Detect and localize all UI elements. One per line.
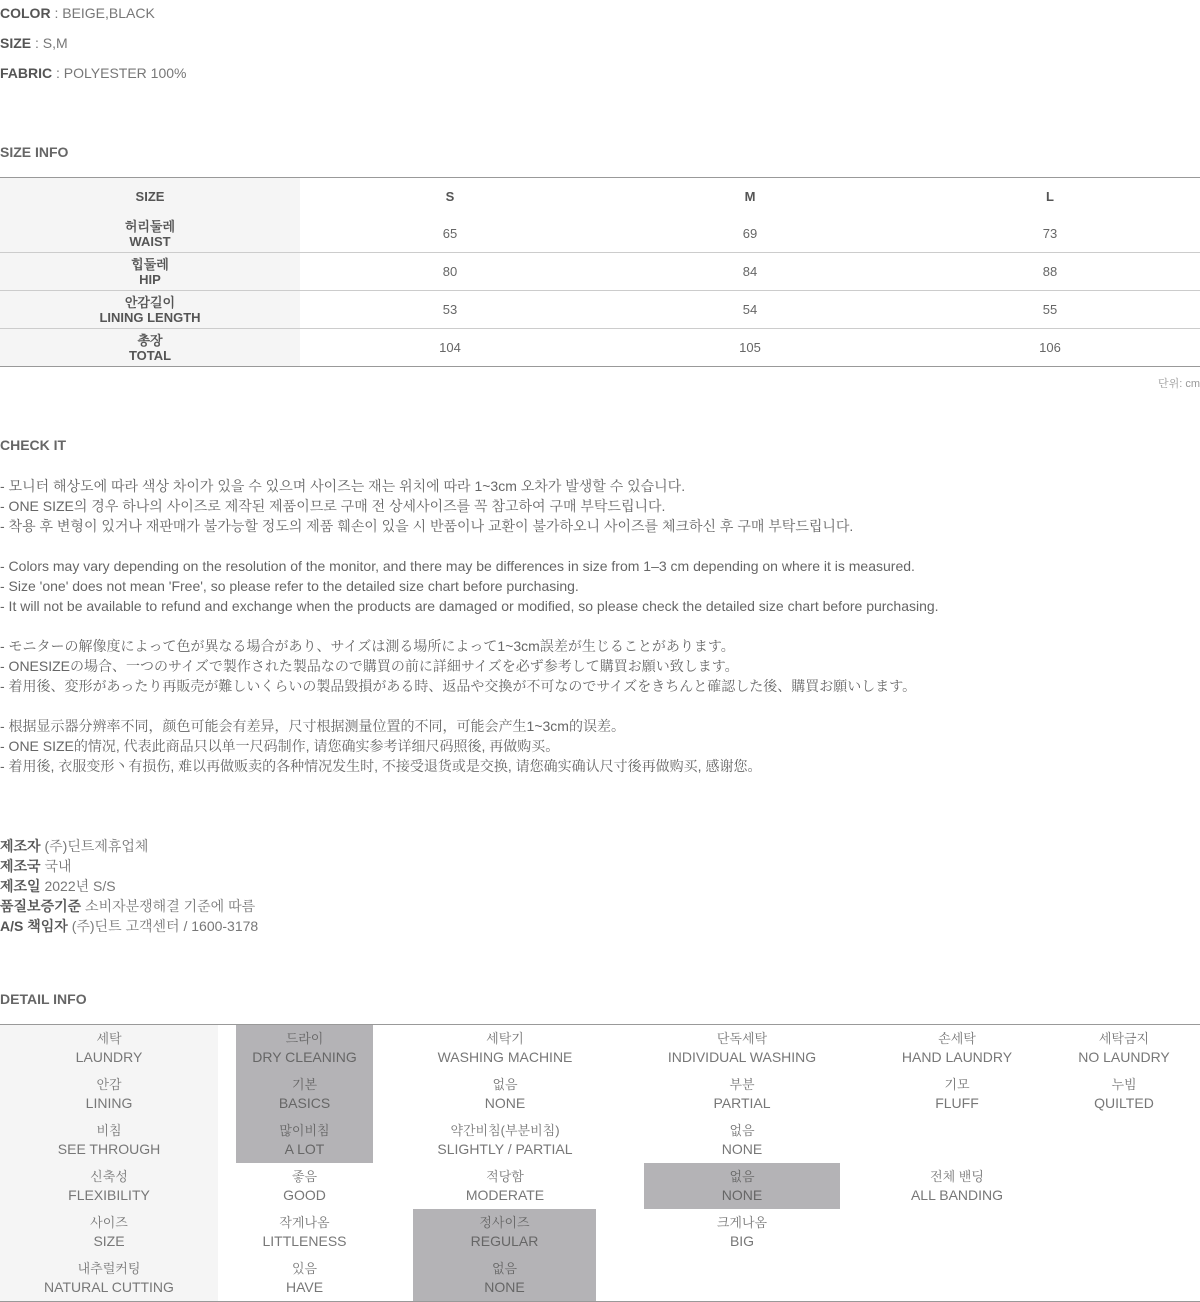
option-ko: 드라이 xyxy=(285,1031,324,1046)
detail-option xyxy=(644,1117,840,1163)
spec-label: SIZE xyxy=(0,35,32,51)
notice-line: - ONE SIZE的情况, 代表此商品只以单一尺码制作, 请您确实参考详细尺码照後, 再做购买。 xyxy=(0,738,560,754)
option-en: NO LAUNDRY xyxy=(1078,1049,1170,1065)
spec-color xyxy=(0,3,155,23)
option-ko: 부분 xyxy=(729,1077,755,1092)
detail-row-head xyxy=(0,1255,218,1301)
maker-value: (주)딘트제휴업체 xyxy=(40,838,149,854)
option-en: ALL BANDING xyxy=(910,1187,1004,1203)
maker-value: (주)딘트 고객센터 / 1600-3178 xyxy=(67,918,259,934)
maker-label: 품질보증기준 xyxy=(0,898,82,914)
option-ko: 없음 xyxy=(492,1077,518,1092)
maker-value: 소비자분쟁해결 기준에 따름 xyxy=(81,898,256,914)
size-value: 106 xyxy=(1039,340,1061,355)
option-en: LITTLENESS xyxy=(262,1233,347,1249)
notice-line: - 着用後、変形があったり再販売が難しいくらいの製品毀損がある時、返品や交換が不可なのでサイズをきちんと確認した後、購買お願いします。 xyxy=(0,678,917,694)
detail-head-en: NATURAL CUTTING xyxy=(44,1279,174,1295)
measure-label-ko: 허리둘레 xyxy=(124,218,176,234)
maker-label: A/S 책임자 xyxy=(0,918,68,934)
option-en: BASICS xyxy=(278,1095,331,1111)
measure-label-en: LINING LENGTH xyxy=(99,309,201,325)
option-ko: 세탁금지 xyxy=(1098,1031,1150,1046)
spec-label: COLOR xyxy=(0,5,51,21)
option-ko: 전체 밴딩 xyxy=(930,1169,984,1184)
detail-option xyxy=(405,1071,605,1117)
unit-note: 단위: cm xyxy=(1157,378,1200,390)
option-en: WASHING MACHINE xyxy=(437,1049,573,1065)
measure-label-ko: 힙둘레 xyxy=(131,256,169,272)
size-value: 84 xyxy=(600,253,900,291)
detail-row-lining xyxy=(0,1071,1200,1117)
measure-label-en: TOTAL xyxy=(128,347,172,363)
detail-option xyxy=(1056,1025,1192,1071)
detail-option xyxy=(218,1255,391,1301)
detail-option xyxy=(644,1025,840,1071)
option-ko: 많이비침 xyxy=(279,1123,330,1138)
spec-size xyxy=(0,33,68,53)
option-en: NONE xyxy=(484,1095,526,1111)
detail-option xyxy=(236,1163,373,1209)
option-ko: 없음 xyxy=(729,1169,755,1184)
size-row-lining-length xyxy=(0,291,1200,329)
option-en: HAND LAUNDRY xyxy=(901,1049,1013,1065)
size-header-row xyxy=(0,178,1200,216)
option-en: NONE xyxy=(721,1187,763,1203)
option-en: HAVE xyxy=(285,1279,324,1295)
measure-label-en: WAIST xyxy=(129,233,171,249)
spec-fabric xyxy=(0,63,186,83)
size-header-cell: S xyxy=(445,189,455,204)
detail-option-selected xyxy=(413,1209,596,1255)
size-value: 105 xyxy=(739,340,761,355)
option-ko: 좋음 xyxy=(291,1169,318,1184)
size-value: 104 xyxy=(439,340,461,355)
check-it-title: CHECK IT xyxy=(0,437,67,453)
detail-row-flexibility xyxy=(0,1163,1200,1209)
detail-head-ko: 사이즈 xyxy=(90,1215,128,1230)
maker-info xyxy=(0,836,258,936)
detail-row-see-through xyxy=(0,1117,1200,1163)
size-header-cell: SIZE xyxy=(0,178,300,216)
spec-value: : POLYESTER 100% xyxy=(52,65,187,81)
spec-value: : BEIGE,BLACK xyxy=(50,5,155,21)
detail-option xyxy=(405,1117,605,1163)
detail-option xyxy=(405,1025,605,1071)
option-en: QUILTED xyxy=(1094,1095,1154,1111)
detail-row-natural-cutting xyxy=(0,1255,1200,1301)
detail-row-head xyxy=(0,1071,218,1117)
detail-row-head xyxy=(0,1025,218,1071)
size-value: 65 xyxy=(300,215,600,253)
detail-row-head xyxy=(0,1163,218,1209)
measure-label xyxy=(0,329,300,367)
size-header-cell: M xyxy=(744,189,756,204)
detail-head-en: LINING xyxy=(85,1095,133,1111)
maker-value: 국내 xyxy=(40,858,72,874)
maker-line xyxy=(0,836,258,856)
size-value: 73 xyxy=(900,215,1200,253)
detail-option xyxy=(644,1071,840,1117)
check-it-notes xyxy=(0,476,1200,776)
size-row-hip xyxy=(0,253,1200,291)
option-ko: 누빔 xyxy=(1111,1077,1137,1092)
option-en: REGULAR xyxy=(470,1233,539,1249)
spec-label: FABRIC xyxy=(0,65,53,81)
notice-line: - 根据显示器分辨率不同，颜色可能会有差异，尺寸根据测量位置的不同，可能会产生1~3cm的误差。 xyxy=(0,718,625,734)
option-ko: 세탁기 xyxy=(486,1031,524,1046)
size-value: 54 xyxy=(600,291,900,329)
measure-label xyxy=(0,215,300,253)
notice-line: - Colors may vary depending on the resolution of the monitor, and there may be differences in size from 1–3 cm depending on where it is measured. xyxy=(0,558,915,574)
option-ko: 약간비침(부분비침) xyxy=(450,1123,560,1138)
detail-option xyxy=(872,1025,1042,1071)
option-ko: 정사이즈 xyxy=(479,1215,530,1230)
detail-option-selected xyxy=(236,1117,373,1163)
option-ko: 있음 xyxy=(291,1261,318,1276)
detail-option-selected xyxy=(413,1255,596,1301)
option-en: NONE xyxy=(484,1279,525,1295)
spec-value: : S,M xyxy=(31,35,68,51)
detail-head-ko: 안감 xyxy=(96,1077,122,1092)
measure-label-ko: 총장 xyxy=(137,332,163,348)
option-ko: 기본 xyxy=(291,1077,318,1092)
maker-line xyxy=(0,896,258,916)
size-table xyxy=(0,177,1200,367)
measure-label xyxy=(0,291,300,329)
detail-option xyxy=(872,1163,1042,1209)
detail-info-title: DETAIL INFO xyxy=(0,991,87,1007)
detail-option-selected xyxy=(236,1025,373,1071)
maker-label: 제조자 xyxy=(0,838,41,854)
option-ko: 적당함 xyxy=(486,1169,524,1184)
detail-row-head xyxy=(0,1209,218,1255)
option-en: GOOD xyxy=(283,1187,326,1203)
maker-line xyxy=(0,876,258,896)
detail-option-selected xyxy=(236,1071,373,1117)
notice-line: - ONE SIZE의 경우 하나의 사이즈로 제작된 제품이므로 구매 전 상세사이즈를 꼭 참고하여 구매 부탁드립니다. xyxy=(0,498,666,514)
detail-head-ko: 세탁 xyxy=(96,1031,122,1046)
maker-label: 제조국 xyxy=(0,858,41,874)
size-value: 53 xyxy=(300,291,600,329)
maker-line xyxy=(0,856,258,876)
size-header-cell: L xyxy=(1046,189,1054,204)
measure-label xyxy=(0,253,300,291)
option-ko: 기모 xyxy=(944,1077,970,1092)
option-en: SLIGHTLY / PARTIAL xyxy=(437,1141,573,1157)
detail-option xyxy=(644,1209,840,1255)
option-en: INDIVIDUAL WASHING xyxy=(667,1049,817,1065)
notice-line: - ONESIZEの場合、一つのサイズで製作された製品なので購買の前に詳細サイズを必ず参考して購買お願い致します。 xyxy=(0,658,739,674)
detail-option-selected xyxy=(644,1163,840,1209)
detail-row-size xyxy=(0,1209,1200,1255)
option-ko: 크게나옴 xyxy=(716,1215,768,1230)
detail-head-ko: 비침 xyxy=(96,1123,122,1138)
option-en: A LOT xyxy=(284,1141,325,1157)
maker-label: 제조일 xyxy=(0,878,41,894)
option-ko: 손세탁 xyxy=(938,1031,976,1046)
option-ko: 단독세탁 xyxy=(716,1031,768,1046)
measure-label-en: HIP xyxy=(139,271,161,287)
detail-head-ko: 신축성 xyxy=(90,1169,128,1184)
detail-row-head xyxy=(0,1117,218,1163)
option-en: BIG xyxy=(729,1233,755,1249)
option-en: MODERATE xyxy=(465,1187,545,1203)
detail-head-en: SEE THROUGH xyxy=(57,1141,161,1157)
detail-head-ko: 내추럴커팅 xyxy=(77,1261,141,1276)
maker-line xyxy=(0,916,258,936)
size-value: 80 xyxy=(300,253,600,291)
option-en: PARTIAL xyxy=(713,1095,771,1111)
option-en: NONE xyxy=(721,1141,763,1157)
detail-head-en: LAUNDRY xyxy=(75,1049,143,1065)
notice-line: - It will not be available to refund and exchange when the products are damaged or modified, so please check the detailed size chart before purchasing. xyxy=(0,598,939,614)
detail-option xyxy=(218,1209,391,1255)
notice-line: - Size 'one' does not mean 'Free', so please refer to the detailed size chart before purchasing. xyxy=(0,578,579,594)
size-value: 55 xyxy=(900,291,1200,329)
detail-head-en: SIZE xyxy=(93,1233,125,1249)
size-value: 69 xyxy=(600,215,900,253)
detail-option xyxy=(872,1071,1042,1117)
option-ko: 없음 xyxy=(729,1123,755,1138)
size-row-waist xyxy=(0,215,1200,253)
option-en: FLUFF xyxy=(935,1095,979,1111)
size-row-total xyxy=(0,329,1200,367)
option-ko: 없음 xyxy=(491,1261,518,1276)
detail-option xyxy=(405,1163,605,1209)
maker-value: 2022년 S/S xyxy=(40,878,116,894)
size-value: 88 xyxy=(900,253,1200,291)
detail-option xyxy=(1056,1071,1192,1117)
notice-line: - 착용 후 변형이 있거나 재판매가 불가능할 정도의 제품 훼손이 있을 시 반품이나 교환이 불가하오니 사이즈를 체크하신 후 구매 부탁드립니다. xyxy=(0,518,854,534)
notice-line: - モニターの解像度によって色が異なる場合があり、サイズは測る場所によって1~3cm誤差が生じることがあります。 xyxy=(0,638,735,654)
detail-table xyxy=(0,1024,1200,1302)
notice-line: - 모니터 해상도에 따라 색상 차이가 있을 수 있으며 사이즈는 재는 위치에 따라 1~3cm 오차가 발생할 수 있습니다. xyxy=(0,478,686,494)
measure-label-ko: 안감길이 xyxy=(124,294,176,310)
option-ko: 작게나옴 xyxy=(279,1215,330,1230)
size-info-title: SIZE INFO xyxy=(0,144,69,160)
detail-row-laundry xyxy=(0,1025,1200,1071)
option-en: DRY CLEANING xyxy=(252,1049,357,1065)
detail-head-en: FLEXIBILITY xyxy=(68,1187,150,1203)
notice-line: - 着用後, 衣服变形丶有损伤, 难以再做贩卖的各种情况发生时, 不接受退货或是交换, 请您确实确认尺寸後再做购买, 感谢您。 xyxy=(0,758,762,774)
